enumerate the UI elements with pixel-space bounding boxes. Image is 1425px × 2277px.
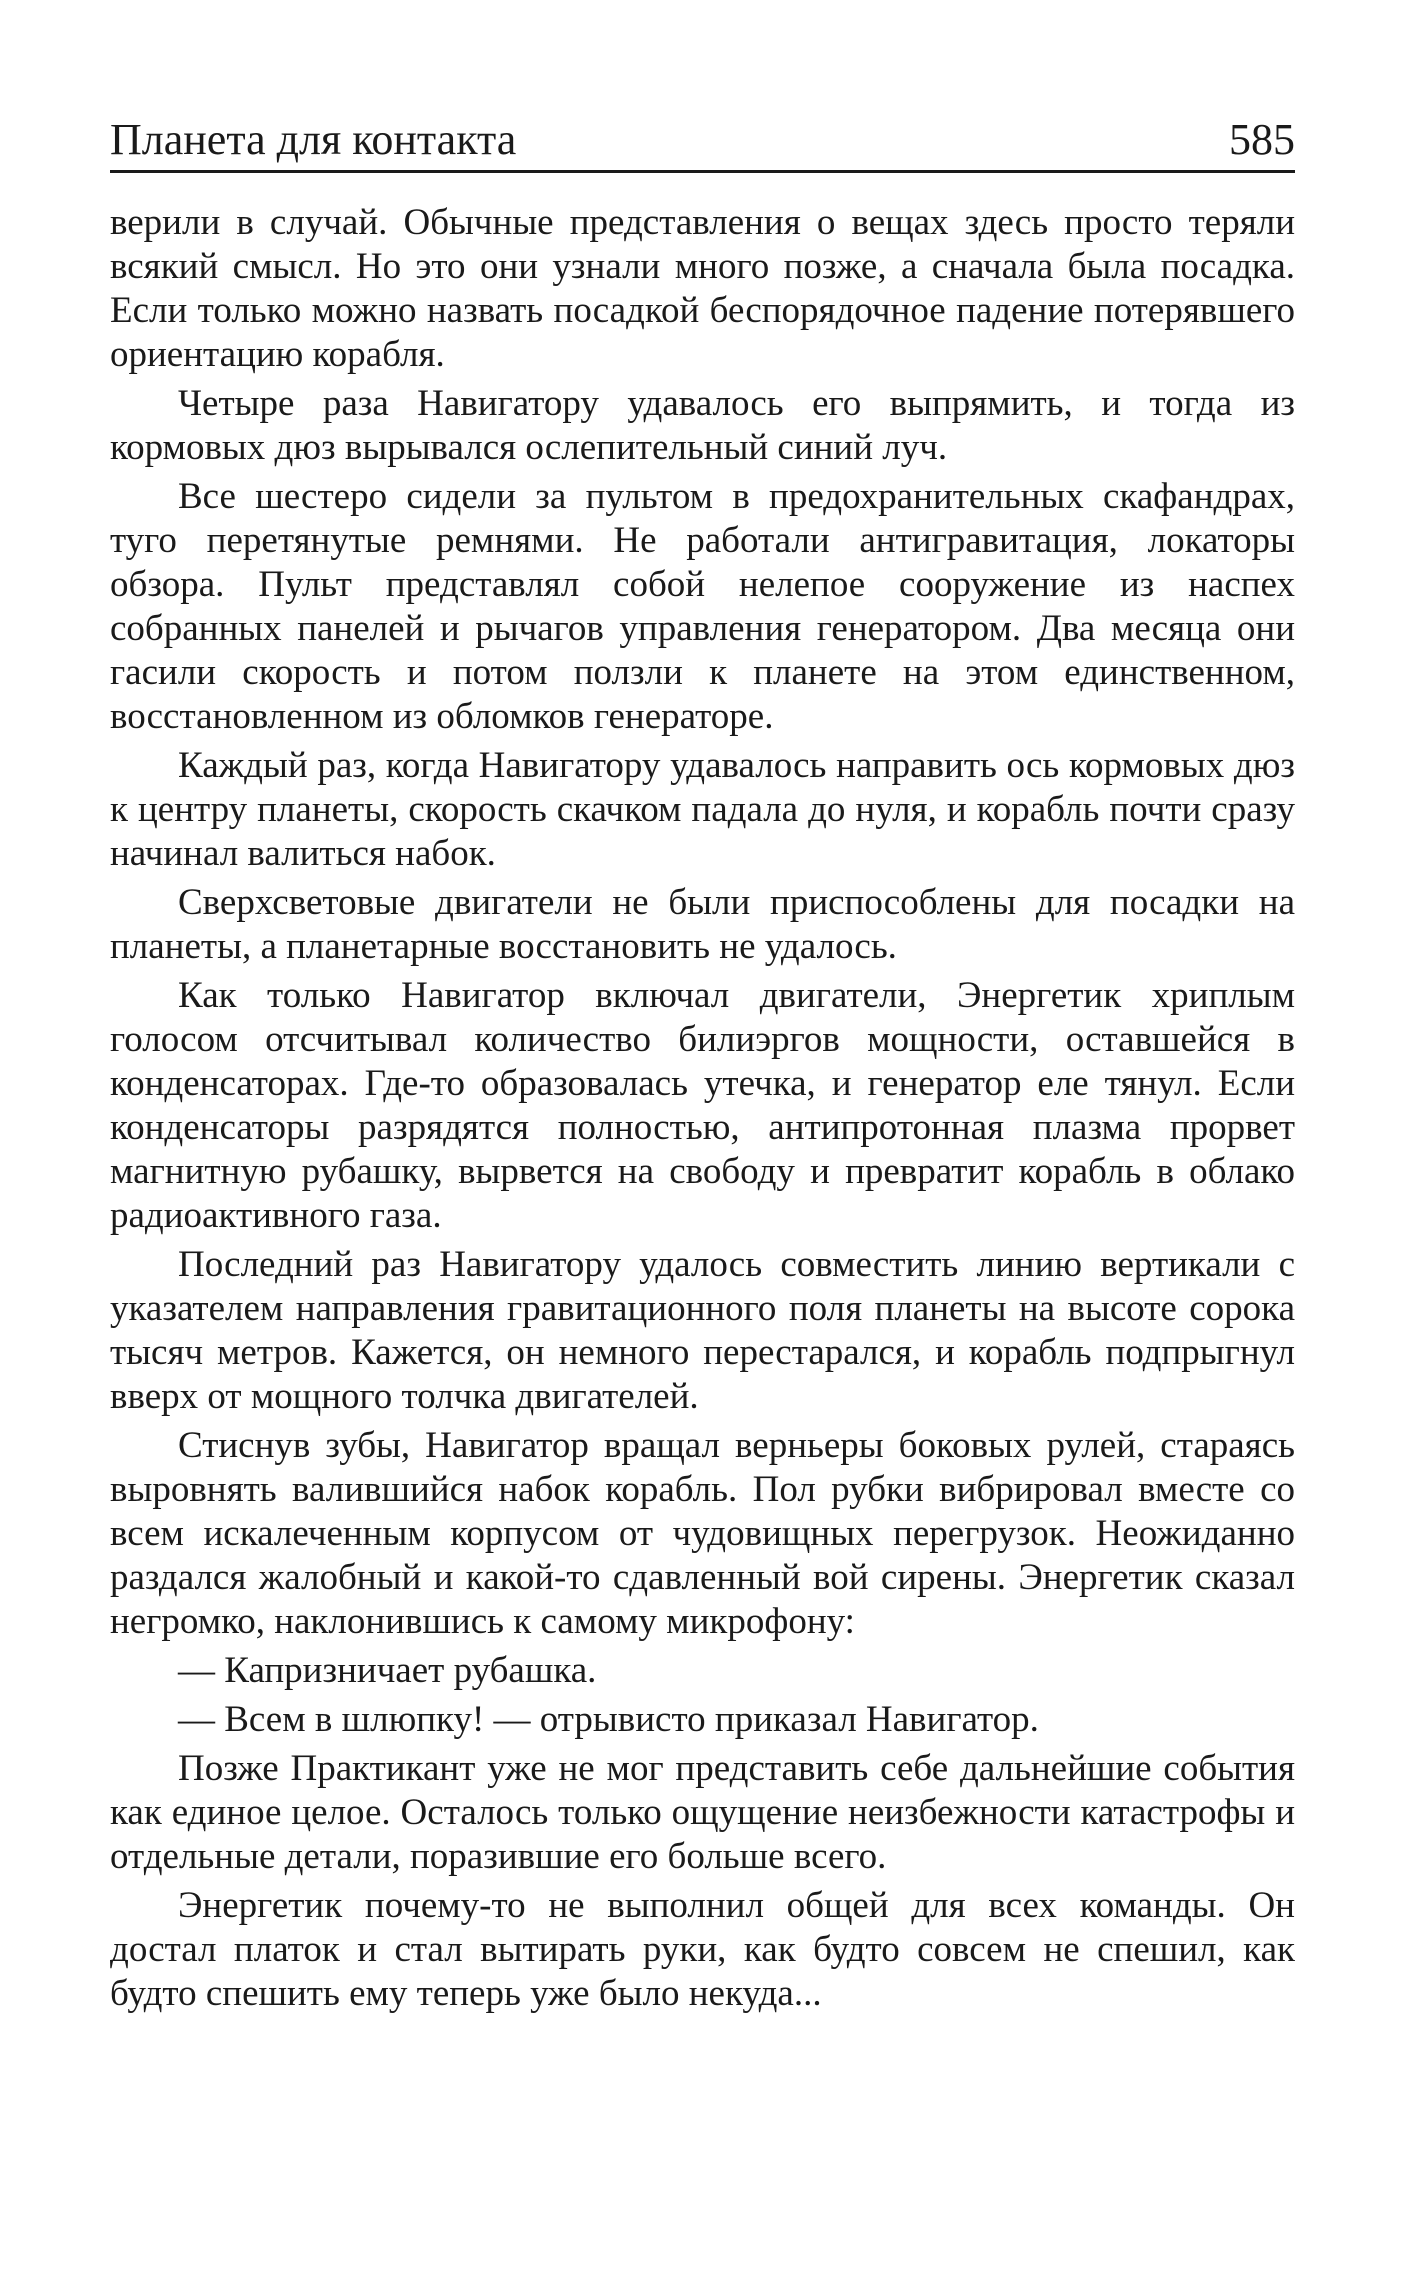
paragraph: Стиснув зубы, Навигатор вращал верньеры боковых рулей, стараясь выровнять валившийся набок корабль. Пол рубки вибрировал вместе со всем искалеченным корпусом от чудовищных перегрузок. Неожиданно раздался жалобный и какой-то сдавленный вой сирены. Энергетик сказал негромко, наклонившись к самому микрофону: bbox=[110, 1425, 1295, 1642]
dialogue-line: — Капризничает рубашка. bbox=[178, 1650, 597, 1691]
paragraph: Энергетик почему-то не выполнил общей для всех команды. Он достал платок и стал вытирать руки, как будто совсем не спешил, как будто спешить ему теперь уже было некуда... bbox=[110, 1885, 1295, 2014]
book-page bbox=[110, 115, 1295, 2021]
paragraph: верили в случай. Обычные представления о вещах здесь просто теряли всякий смысл. Но это они узнали много позже, а сначала была посадка. Если только можно назвать посадкой беспорядочное падение потерявшего ориентацию корабля. bbox=[110, 202, 1295, 375]
paragraph: Четыре раза Навигатору удавалось его выпрямить, и тогда из кормовых дюз вырывался ослепительный синий луч. bbox=[110, 383, 1295, 468]
paragraph: Позже Практикант уже не мог представить себе дальнейшие события как единое целое. Осталось только ощущение неизбежности катастрофы и отдельные детали, поразившие его больше всего. bbox=[110, 1748, 1295, 1877]
paragraph: Последний раз Навигатору удалось совместить линию вертикали с указателем направления гравитационного поля планеты на высоте сорока тысяч метров. Кажется, он немного перестарался, и корабль подпрыгнул вверх от мощного толчка двигателей. bbox=[110, 1244, 1295, 1417]
body-text bbox=[110, 201, 1295, 2016]
page-number: 585 bbox=[1229, 115, 1295, 164]
paragraph: Каждый раз, когда Навигатору удавалось направить ось кормовых дюз к центру планеты, скорость скачком падала до нуля, и корабль почти сразу начинал валиться набок. bbox=[110, 745, 1295, 874]
paragraph: Все шестеро сидели за пультом в предохранительных скафандрах, туго перетянутые ремнями. Не работали антигравитация, локаторы обзора. Пульт представлял собой нелепое сооружение из наспех собранных панелей и рычагов управления генератором. Два месяца они гасили скорость и потом ползли к планете на этом единственном, восстановленном из обломков генераторе. bbox=[110, 476, 1295, 737]
running-header bbox=[110, 115, 1295, 173]
running-title: Планета для контакта bbox=[110, 115, 517, 164]
paragraph: Как только Навигатор включал двигатели, Энергетик хриплым голосом отсчитывал количество билиэргов мощности, оставшейся в конденсаторах. Где-то образовалась утечка, и генератор еле тянул. Если конденсаторы разрядятся полностью, антипротонная плазма прорвет магнитную рубашку, вырвется на свободу и превратит корабль в облако радиоактивного газа. bbox=[110, 975, 1295, 1236]
dialogue-line: — Всем в шлюпку! — отрывисто приказал Навигатор. bbox=[178, 1699, 1039, 1740]
paragraph: Сверхсветовые двигатели не были приспособлены для посадки на планеты, а планетарные восстановить не удалось. bbox=[110, 882, 1295, 967]
